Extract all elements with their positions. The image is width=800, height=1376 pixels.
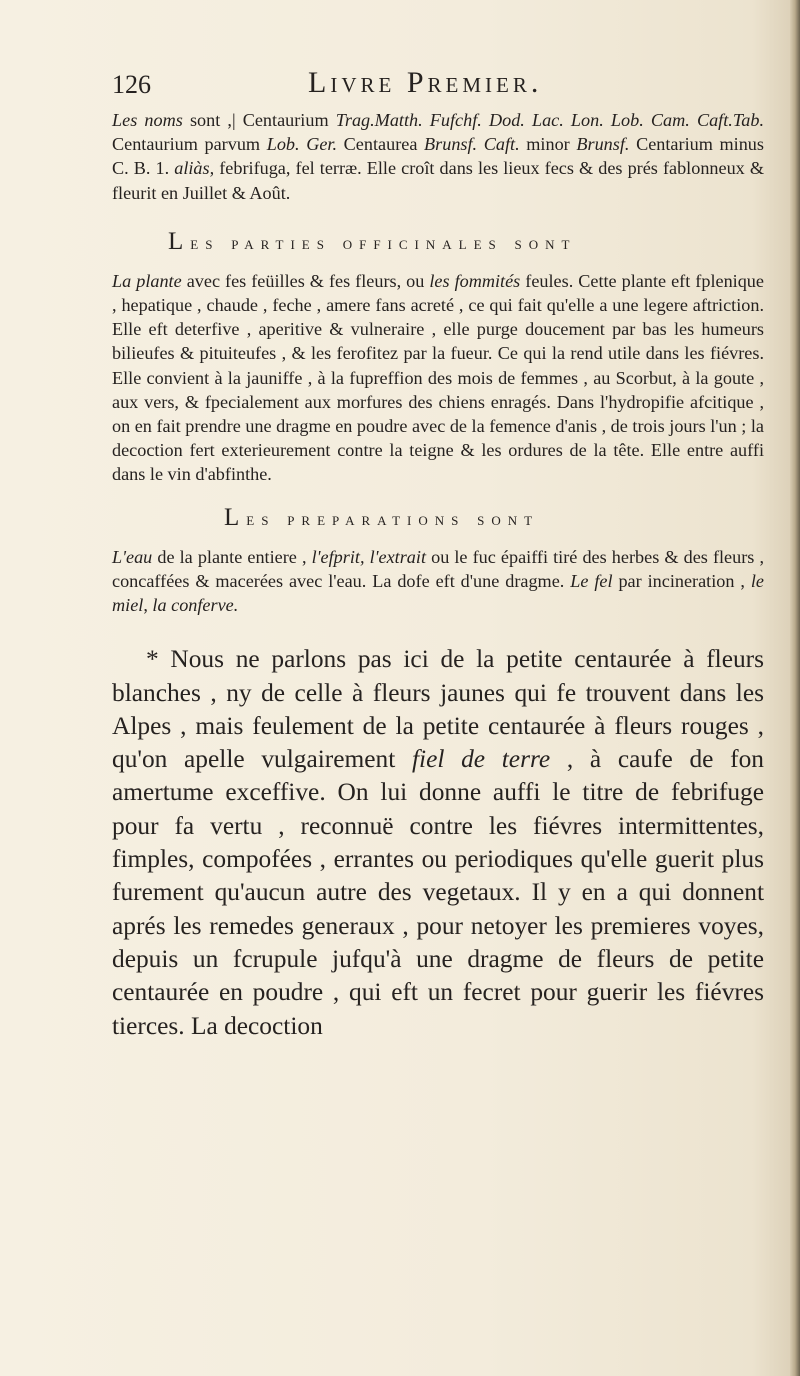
running-title: Livre Premier.: [308, 66, 543, 99]
page-header: [112, 58, 764, 108]
names-lead: Les noms: [112, 110, 183, 130]
note-paragraph: * Nous ne parlons pas ici de la petite centaurée à fleurs blanches , ny de celle à fleurs jaunes qui fe trouvent dans les Alpes , mais feulement de la petite centaurée à fleurs rouges , qu'on apelle vulgairement fiel de terre , à caufe de fon amertume exceffive. On lui donne auffi le titre de febrifuge pour fa vertu , reconnuë contre les fiévres intermittentes, fimples, compofées , errantes ou periodiques qu'elle guerit plus furement qu'aucun autre des vegetaux. Il y en a qui donnent aprés les remedes generaux , pour netoyer les premieres voyes, depuis un fcrupule jufqu'à une dragme de fleurs de petite centaurée en poudre , qui eft un fecret pour guerir les fiévres tierces. La decoction: [112, 645, 764, 1040]
page-content: [112, 58, 764, 1043]
note-section: [112, 643, 764, 1043]
preparations-paragraph: L'eau de la plante entiere , l'efprit, l'extrait ou le fuc épaiffi tiré des herbes & des fleurs , concaffées & macerées avec l'eau. La dofe eft d'une dragme. Le fel par incineration , le miel, la conferve.: [112, 546, 764, 616]
heading-officinales: Les parties officinales sont: [168, 227, 577, 255]
preparations-section: [112, 545, 764, 618]
officinales-section: [112, 269, 764, 487]
page-number: 126: [112, 70, 151, 99]
page-edge: [790, 0, 800, 1376]
officinales-paragraph: La plante avec fes feüilles & fes fleurs, ou les fommités feules. Cette plante eft fplenique , hepatique , chaude , feche , amere fans acreté , ce qui fait qu'elle a une legere aftriction. Elle eft deterfive , aperitive & vulneraire , elle purge doucement par bas les humeurs bilieufes & pituiteufes , & les ferofitez par la fueur. Ce qui la rend utile dans les fiévres. Elle convient à la jauniffe , à la fupreffion des mois de femmes , au Scorbut, à la goute , aux vers, & fpecialement aux morfures des chiens enragés. Dans l'hydropifie afcitique , on en fait prendre une dragme en poudre avec de la femence d'anis , de trois jours l'un ; la decoction fert exterieurement contre la teigne & les ordures de la tête. Elle entre auffi dans le vin d'abfinthe.: [112, 270, 764, 485]
names-section: [112, 108, 764, 205]
names-paragraph: Les noms sont ,| Centaurium Trag.Matth. Fufchf. Dod. Lac. Lon. Lob. Cam. Caft.Tab. Centaurium parvum Lob. Ger. Centaurea Brunsf. Caft. minor Brunsf. Centarium minus C. B. 1. aliàs, febrifuga, fel terræ. Elle croît dans les lieux fecs & des prés fablonneux & fleurit en Juillet & Août.: [112, 110, 765, 203]
heading-preparations: Les preparations sont: [224, 503, 540, 531]
